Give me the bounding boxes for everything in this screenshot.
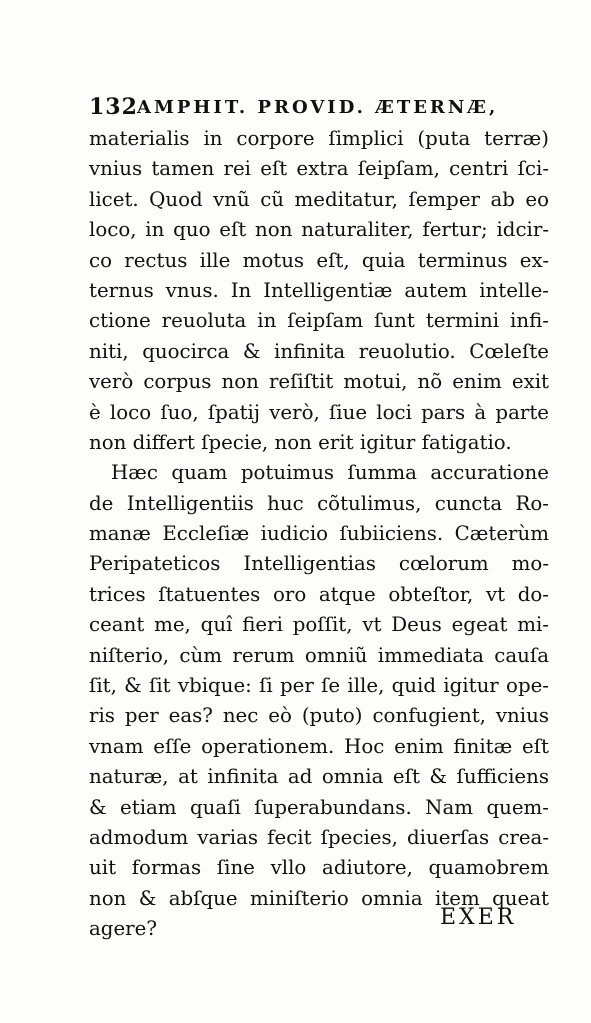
text-line: verò corpus non reſiſtit motui, nõ enim exit (89, 370, 549, 394)
text-line: de Intelligentiis huc cõtulimus, cuncta Ro- (89, 491, 549, 515)
text-line: Peripateticos Intelligentias cœlorum mo- (89, 552, 549, 576)
text-line: non differt ſpecie, non erit igitur fatigatio. (89, 430, 512, 454)
text-line: naturæ, at infinita ad omnia eſt & ſufficiens (89, 765, 549, 789)
text-line: admodum varias fecit ſpecies, diuerſas crea- (89, 825, 549, 849)
text-line: Hæc quam potuimus ſumma accuratione (111, 461, 549, 485)
text-line: ris per eas? nec eò (puto) confugient, vnius (89, 704, 549, 728)
text-line: è loco ſuo, ſpatij verò, ſiue loci pars à parte (89, 400, 549, 424)
text-line: manæ Eccleſiæ iudicio ſubiiciens. Cæterùm (89, 522, 549, 546)
body-text (89, 124, 549, 945)
catchword: EXER (440, 905, 517, 930)
page-number: 132 (89, 94, 138, 120)
running-title: AMPHIT. PROVID. ÆTERNÆ, (137, 97, 499, 118)
text-line: ternus vnus. In Intelligentiæ autem intelle- (89, 278, 549, 302)
text-line: niti, quocirca & infinita reuolutio. Cœleſte (89, 339, 549, 363)
text-line: agere? (89, 917, 157, 941)
text-line: co rectus ille motus eſt, quia terminus ex- (89, 248, 549, 272)
text-line: & etiam quaſi ſuperabundans. Nam quem- (89, 795, 549, 819)
text-line: niſterio, cùm rerum omniũ immediata cauſa (89, 643, 549, 667)
text-line: uit formas ſine vllo adiutore, quamobrem (89, 856, 549, 880)
text-line: loco, in quo eſt non naturaliter, fertur; idcir- (89, 218, 549, 242)
text-line: vnam eſſe operationem. Hoc enim finitæ eſt (89, 734, 549, 758)
text-line: trices ſtatuentes oro atque obteſtor, vt do- (89, 582, 549, 606)
text-line: ceant me, quî fieri poſſit, vt Deus egeat mi- (89, 613, 549, 637)
running-head (89, 92, 549, 122)
text-line: licet. Quod vnũ cũ meditatur, ſemper ab eo (89, 187, 549, 211)
text-line: non & abſque miniſterio omnia item queat (89, 886, 549, 910)
text-line: ſit, & ſit vbique: ſi per ſe ille, quid igitur ope- (89, 674, 549, 698)
text-line: materialis in corpore ſimplici (puta terræ) (89, 127, 549, 150)
text-line: ctione reuoluta in ſeipſam ſunt termini infi- (89, 309, 549, 333)
text-line: vnius tamen rei eſt extra ſeipſam, centri ſci- (89, 157, 549, 181)
